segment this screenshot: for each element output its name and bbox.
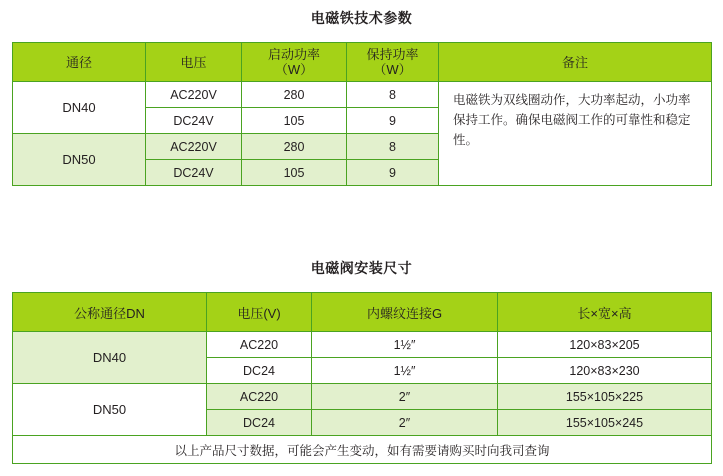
- cell-start-power: 105: [242, 108, 347, 134]
- cell-voltage: AC220V: [146, 134, 242, 160]
- cell-size: 155×105×245: [498, 410, 712, 436]
- column-header-start-power: 启动功率 （W）: [242, 43, 347, 82]
- column-header-voltage: 电压(V): [207, 293, 312, 332]
- cell-voltage: DC24V: [146, 108, 242, 134]
- table-row: [13, 82, 712, 108]
- cell-thread: 2″: [312, 384, 498, 410]
- technical-parameters-table: [12, 42, 712, 186]
- table-header-row: [13, 43, 712, 82]
- cell-size: 155×105×225: [498, 384, 712, 410]
- cell-hold-power: 9: [347, 160, 439, 186]
- column-header-hold-power: 保持功率 （W）: [347, 43, 439, 82]
- cell-diameter-dn50: DN50: [13, 134, 146, 186]
- cell-size: 120×83×230: [498, 358, 712, 384]
- cell-start-power: 280: [242, 82, 347, 108]
- table-footer-row: [13, 436, 712, 464]
- page-title-technical-parameters: 电磁铁技术参数: [310, 10, 413, 26]
- cell-hold-power: 8: [347, 82, 439, 108]
- cell-voltage: DC24: [207, 410, 312, 436]
- column-header-remark: 备注: [439, 43, 712, 82]
- cell-thread: 2″: [312, 410, 498, 436]
- column-header-diameter: 通径: [13, 43, 146, 82]
- column-header-nominal-diameter: 公称通径DN: [13, 293, 207, 332]
- column-header-voltage: 电压: [146, 43, 242, 82]
- cell-voltage: AC220: [207, 384, 312, 410]
- cell-diameter-dn40: DN40: [13, 332, 207, 384]
- cell-start-power: 105: [242, 160, 347, 186]
- table-row: [13, 332, 712, 358]
- cell-remark-note: 电磁铁为双线圈动作，大功率起动，小功率保持工作。确保电磁阀工作的可靠性和稳定性。: [439, 82, 712, 186]
- cell-voltage: DC24V: [146, 160, 242, 186]
- cell-hold-power: 9: [347, 108, 439, 134]
- cell-voltage: AC220V: [146, 82, 242, 108]
- cell-size: 120×83×205: [498, 332, 712, 358]
- table-header-row: [13, 293, 712, 332]
- cell-hold-power: 8: [347, 134, 439, 160]
- table-row: [13, 384, 712, 410]
- cell-voltage: AC220: [207, 332, 312, 358]
- dimensions-disclaimer-note: 以上产品尺寸数据，可能会产生变动，如有需要请购买时向我司查询: [13, 436, 712, 464]
- cell-diameter-dn40: DN40: [13, 82, 146, 134]
- installation-dimensions-table: [12, 292, 712, 464]
- cell-thread: 1½″: [312, 332, 498, 358]
- column-header-dimensions: 长×宽×高: [498, 293, 712, 332]
- cell-diameter-dn50: DN50: [13, 384, 207, 436]
- column-header-thread-connection: 内螺纹连接G: [312, 293, 498, 332]
- cell-start-power: 280: [242, 134, 347, 160]
- cell-voltage: DC24: [207, 358, 312, 384]
- cell-thread: 1½″: [312, 358, 498, 384]
- page-title-installation-dimensions: 电磁阀安装尺寸: [310, 260, 413, 276]
